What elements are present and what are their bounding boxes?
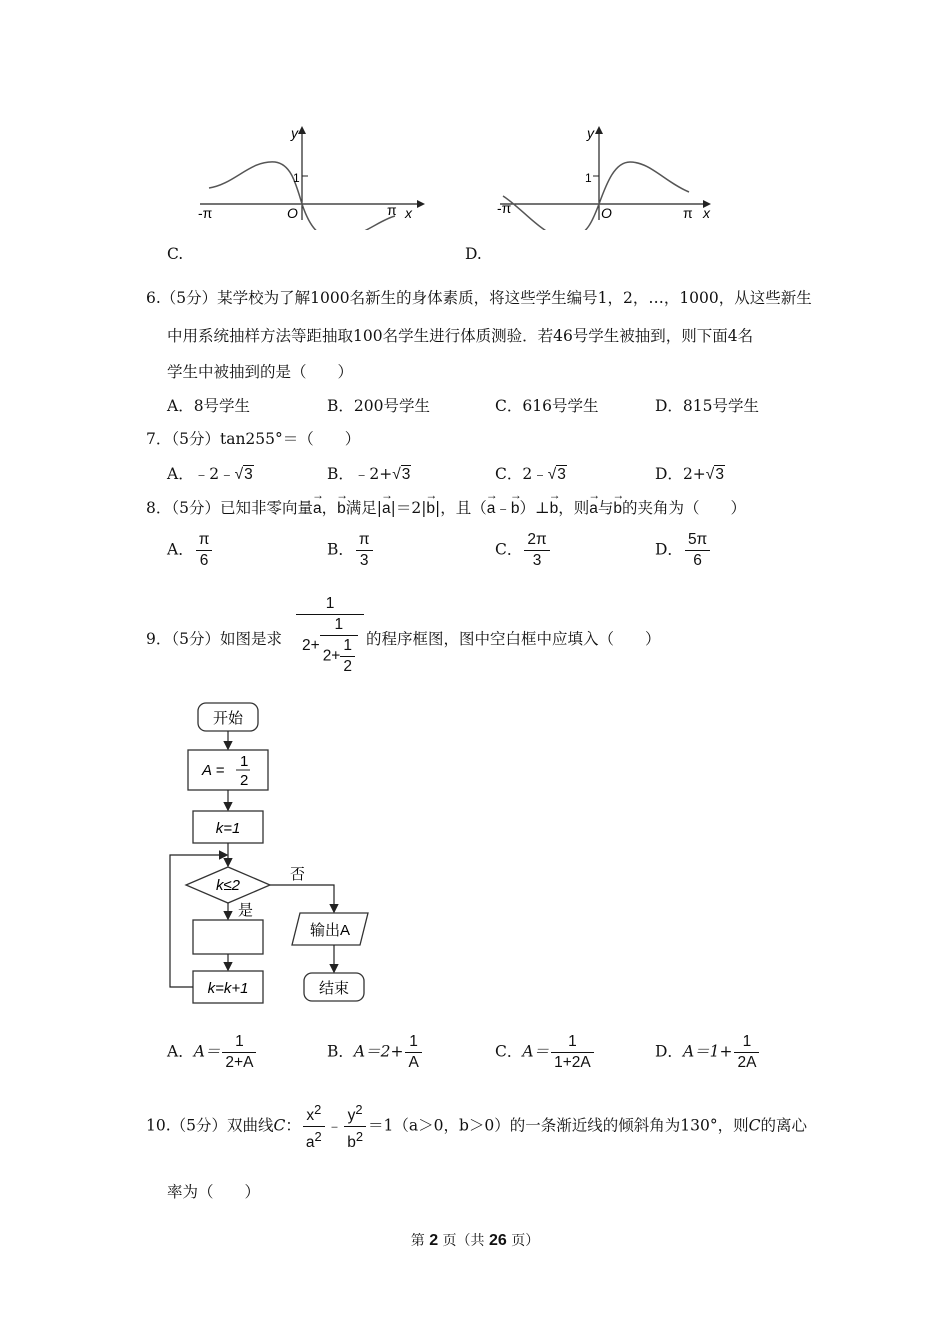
graph-d-pi: π: [683, 205, 693, 221]
q9-stem-prefix: 9．（5分）如图是求: [146, 630, 282, 648]
q7-stem: 7．（5分）tan255°＝（ ）: [146, 430, 361, 448]
flowchart-condition-text: k≤2: [215, 877, 241, 894]
flowchart-start-text: 开始: [212, 710, 244, 727]
graph-d-x-label: x: [703, 205, 710, 221]
q6-line1: 6.（5分）某学校为了解1000名新生的身体素质，将这些学生编号1，2，…，1000，从这些新生: [146, 289, 812, 307]
graph-d-origin: O: [601, 205, 612, 221]
flowchart-init-k-text: k=1: [215, 820, 241, 837]
q6-line3: 学生中被抽到的是（ ）: [167, 363, 354, 381]
q7-option-b: B．﹣2+√3: [327, 465, 411, 483]
footer-page-number: 2: [429, 1232, 439, 1249]
graph-c-neg-pi: -π: [198, 205, 213, 221]
q8-option-d: D． $\frac{5\pi}{6}$: [655, 530, 712, 571]
flowchart-init-a-text: A =: [202, 762, 225, 779]
flowchart-init-a-box: [188, 750, 268, 790]
q10-stem: 10.（5分）双曲线C： $\frac{x^2}{a^2}$ ﹣ $\frac{y^2}{b^2}$ ＝1（a＞0，b＞0）的一条渐近线的倾斜角为130°，则C的离心: [146, 1102, 808, 1152]
q9-option-a: A．A＝ $\frac{1}{2+A}$: [167, 1032, 258, 1073]
q8-option-b: B． $\frac{\pi}{3}$: [327, 530, 375, 571]
flowchart-blank-box: [193, 920, 263, 954]
flowchart-output-text: 输出A: [309, 922, 351, 939]
graph-c-y-label: y: [291, 125, 298, 141]
flowchart: [160, 695, 400, 1013]
q6-option-b: B．200号学生: [327, 397, 430, 415]
flowchart-yes-label: 是: [238, 902, 254, 919]
graph-c-tick-one: 1: [293, 171, 300, 185]
graph-d-curve: [503, 162, 689, 230]
q9-option-c: C．A＝ $\frac{1}{1+2A}$: [495, 1032, 596, 1073]
flowchart-increment-text: k=k+1: [207, 980, 249, 997]
graph-d: [495, 120, 725, 230]
graph-d-neg-pi: -π: [497, 200, 512, 216]
q10-line2: 率为（ ）: [167, 1183, 261, 1201]
q6-option-d: D．815号学生: [655, 397, 760, 415]
graph-c-origin: O: [287, 205, 298, 221]
page-footer: 第 2 页（共 26 页）: [410, 1232, 540, 1249]
q9-stem-suffix: 的程序框图，图中空白框中应填入（ ）: [366, 630, 661, 648]
q9-option-d: D．A＝1+ $\frac{1}{2A}$: [655, 1032, 761, 1073]
q7-option-d: D．2+√3: [655, 465, 724, 483]
graph-c-pi: π: [387, 202, 397, 218]
q6-option-c: C．616号学生: [495, 397, 599, 415]
footer-total-pages: 26: [489, 1232, 507, 1249]
flowchart-no-label: 否: [290, 866, 306, 883]
flowchart-init-a-num: 1: [240, 753, 249, 770]
q9-continued-fraction: 1 2+ 1 2+ $\frac{1}{2}$: [296, 594, 364, 677]
graph-d-tick-one: 1: [585, 171, 592, 185]
option-c-label: C.: [167, 245, 184, 263]
q7-option-a: A．﹣2﹣√3: [167, 465, 253, 483]
q8-option-c: C． $\frac{2\pi}{3}$: [495, 530, 552, 571]
graph-d-y-label: y: [587, 125, 594, 141]
option-d-label: D.: [465, 245, 482, 263]
q9-option-b: B．A＝2+ $\frac{1}{A}$: [327, 1032, 424, 1073]
graph-c: [195, 120, 425, 230]
q6-option-a: A．8号学生: [167, 397, 251, 415]
q6-line2: 中用系统抽样方法等距抽取100名学生进行体质测验．若46号学生被抽到，则下面4名: [167, 327, 754, 345]
graph-c-x-label: x: [405, 205, 412, 221]
flowchart-end-text: 结束: [318, 980, 350, 997]
q7-option-c: C．2﹣√3: [495, 465, 566, 483]
q8-stem: 8．（5分）已知非零向量→ a，→ b满足|→ a|＝2|→ b|，且（→ a﹣→ b）⊥→ b，则→ a与→ b的夹角为（ ）: [146, 494, 746, 518]
flowchart-init-a-den: 2: [240, 772, 249, 789]
q8-option-a: A． $\frac{\pi}{6}$: [167, 530, 214, 571]
